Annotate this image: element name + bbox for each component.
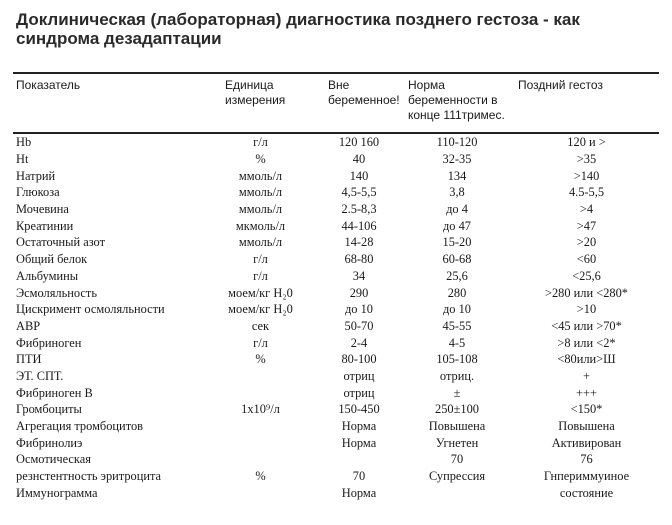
cell-late-gestosis: +++ (576, 385, 597, 400)
cell-unit: г/л (253, 135, 268, 150)
cell-unit (203, 434, 318, 451)
cell-late-gestosis: <60 (576, 252, 597, 267)
cell-unit: мкмоль/л (235, 218, 286, 233)
cell-non-pregnant: 150-450 (338, 402, 380, 417)
cell-unit: моем/кг Н₂0 (228, 302, 293, 317)
header-pregnancy-norm: Норма беременности в конце 111тримес. (400, 73, 514, 133)
table-row (13, 284, 659, 301)
cell-pregnancy-norm: 45-55 (442, 318, 472, 333)
cell-indicator: Остаточный азот (16, 235, 106, 250)
cell-pregnancy-norm: до 10 (443, 302, 471, 317)
cell-non-pregnant: 2-4 (350, 335, 368, 350)
table-body (13, 133, 659, 501)
table-row (13, 234, 659, 251)
cell-unit: ммоль/л (238, 185, 283, 200)
cell-late-gestosis: >280 или <280* (545, 285, 628, 300)
cell-pregnancy-norm (400, 484, 514, 501)
cell-unit (203, 418, 318, 435)
cell-indicator: Осмотическая (16, 452, 91, 467)
cell-pregnancy-norm: до 47 (443, 218, 471, 233)
cell-indicator: ПТИ (16, 352, 42, 367)
cell-late-gestosis: 120 и > (567, 135, 606, 150)
cell-indicator: АВР (16, 318, 41, 333)
cell-late-gestosis: <45 или >70* (551, 318, 622, 333)
cell-non-pregnant: 34 (352, 268, 366, 283)
table-row (13, 184, 659, 201)
table-row (13, 368, 659, 385)
cell-non-pregnant: 40 (352, 152, 366, 167)
cell-unit (203, 484, 318, 501)
cell-late-gestosis: <80или>Ш (557, 352, 616, 367)
cell-indicator: Фибриноген В (16, 385, 93, 400)
cell-non-pregnant: 68-80 (344, 252, 374, 267)
cell-indicator: Глюкоза (16, 185, 60, 200)
cell-unit (203, 384, 318, 401)
cell-pregnancy-norm: 32-35 (442, 152, 472, 167)
cell-late-gestosis: >8 или <2* (557, 335, 616, 350)
cell-unit: ммоль/л (238, 168, 283, 183)
cell-unit: % (255, 352, 266, 367)
cell-pregnancy-norm: 15-20 (442, 235, 472, 250)
cell-late-gestosis: >4 (579, 202, 594, 217)
header-late-gestosis: Поздний гестоз (514, 73, 659, 133)
cell-late-gestosis: >35 (576, 152, 597, 167)
cell-pregnancy-norm: 3,8 (449, 185, 465, 200)
table-row (13, 268, 659, 285)
cell-indicator: Креатинии (16, 218, 74, 233)
page-title: Доклиническая (лабораторная) диагностика позднего гестоза - как синдрома дезадаптации (16, 10, 580, 48)
table-row (13, 201, 659, 218)
cell-pregnancy-norm: 4-5 (448, 335, 466, 350)
table-row (13, 384, 659, 401)
cell-late-gestosis: Активирован (551, 435, 622, 450)
cell-pregnancy-norm: ± (453, 385, 461, 400)
table-row (13, 318, 659, 335)
cell-non-pregnant: Норма (341, 419, 377, 434)
table-row (13, 301, 659, 318)
table-row (13, 217, 659, 234)
cell-late-gestosis: <150* (570, 402, 603, 417)
table-row (13, 251, 659, 268)
table-header (13, 73, 659, 133)
cell-unit: г/л (253, 252, 268, 267)
cell-pregnancy-norm: отриц. (439, 368, 475, 383)
cell-pregnancy-norm: Повышена (428, 419, 486, 434)
cell-unit: 1x10⁹/л (241, 402, 280, 417)
cell-non-pregnant: 2.5-8,3 (341, 202, 377, 217)
lab-diagnostics-table (13, 72, 659, 501)
cell-indicator: Мочевина (16, 202, 69, 217)
cell-late-gestosis: + (583, 368, 590, 383)
header-indicator: Показатель (13, 73, 203, 133)
cell-pregnancy-norm: 110-120 (436, 135, 478, 150)
cell-pregnancy-norm: до 4 (446, 202, 468, 217)
cell-late-gestosis: >47 (576, 218, 597, 233)
cell-indicator: Агрегация тромбоцитов (16, 419, 143, 434)
cell-indicator: Иммунограмма (16, 485, 98, 500)
cell-non-pregnant: 44-106 (341, 218, 377, 233)
cell-late-gestosis: <25,6 (572, 268, 601, 283)
cell-pregnancy-norm: 134 (447, 168, 467, 183)
cell-unit: моем/кг Н₂0 (228, 285, 293, 300)
cell-non-pregnant: 14-28 (344, 235, 374, 250)
cell-unit (203, 451, 318, 468)
cell-non-pregnant: 50-70 (344, 318, 374, 333)
table-row (13, 418, 659, 435)
cell-late-gestosis: состояние (559, 485, 614, 500)
table-row (13, 167, 659, 184)
table-row (13, 401, 659, 418)
cell-late-gestosis: 4.5-5,5 (568, 185, 605, 200)
cell-unit: г/л (253, 268, 268, 283)
cell-late-gestosis: Повышена (558, 419, 615, 434)
cell-indicator: Ht (16, 152, 29, 167)
cell-unit: ммоль/л (238, 202, 283, 217)
table-row (13, 351, 659, 368)
cell-indicator: Альбумины (16, 268, 79, 283)
table-row (13, 133, 659, 151)
cell-non-pregnant: Норма (341, 435, 377, 450)
cell-indicator: Эсмоляльность (16, 285, 97, 300)
cell-non-pregnant: 290 (349, 285, 369, 300)
cell-late-gestosis: >10 (576, 302, 597, 317)
cell-late-gestosis: 76 (580, 452, 593, 467)
cell-pregnancy-norm: Угнетен (435, 435, 479, 450)
cell-unit: сек (251, 318, 270, 333)
table-row (13, 451, 659, 468)
cell-unit: г/л (253, 335, 268, 350)
cell-non-pregnant: Норма (341, 485, 377, 500)
cell-late-gestosis: >20 (576, 235, 597, 250)
cell-unit (203, 368, 318, 385)
cell-pregnancy-norm: 105-108 (436, 352, 478, 367)
cell-non-pregnant: отриц (343, 385, 375, 400)
cell-pregnancy-norm: 250±100 (435, 402, 479, 417)
cell-non-pregnant: 4,5-5,5 (341, 185, 377, 200)
cell-indicator: резнстентность эритроцита (16, 469, 162, 484)
cell-indicator: Громбоциты (16, 402, 82, 417)
cell-indicator: ЭТ. СПТ. (16, 368, 64, 383)
cell-non-pregnant: отриц (343, 368, 375, 383)
cell-indicator: Нb (16, 135, 32, 150)
cell-indicator: Натрий (16, 168, 56, 183)
cell-non-pregnant: 140 (349, 168, 369, 183)
cell-unit: % (255, 152, 266, 167)
cell-pregnancy-norm: 70 (450, 452, 464, 467)
cell-indicator: Фибриноген (16, 335, 82, 350)
table-row (13, 334, 659, 351)
cell-non-pregnant: до 10 (345, 302, 373, 317)
table-row (13, 151, 659, 168)
cell-pregnancy-norm: 60-68 (442, 252, 472, 267)
cell-pregnancy-norm: 25,6 (446, 268, 468, 283)
cell-non-pregnant: 120 160 (338, 135, 380, 150)
cell-pregnancy-norm: Супрессия (428, 469, 486, 484)
cell-pregnancy-norm: 280 (447, 285, 467, 300)
table-row (13, 434, 659, 451)
table-row (13, 468, 659, 485)
cell-non-pregnant (318, 451, 400, 468)
cell-unit: ммоль/л (238, 235, 283, 250)
table-row (13, 484, 659, 501)
cell-late-gestosis: Гнпериммуиное (543, 469, 630, 484)
cell-indicator: Общий белок (16, 252, 88, 267)
cell-indicator: Цискримент осмоляльности (16, 302, 165, 317)
cell-late-gestosis: >140 (573, 168, 600, 183)
cell-non-pregnant: 80-100 (341, 352, 377, 367)
cell-non-pregnant: 70 (352, 469, 366, 484)
cell-indicator: Фибринолиэ (16, 435, 83, 450)
header-unit: Единица измерения (203, 73, 318, 133)
cell-unit: % (255, 469, 266, 484)
header-non-pregnant: Вне беременное! (318, 73, 400, 133)
